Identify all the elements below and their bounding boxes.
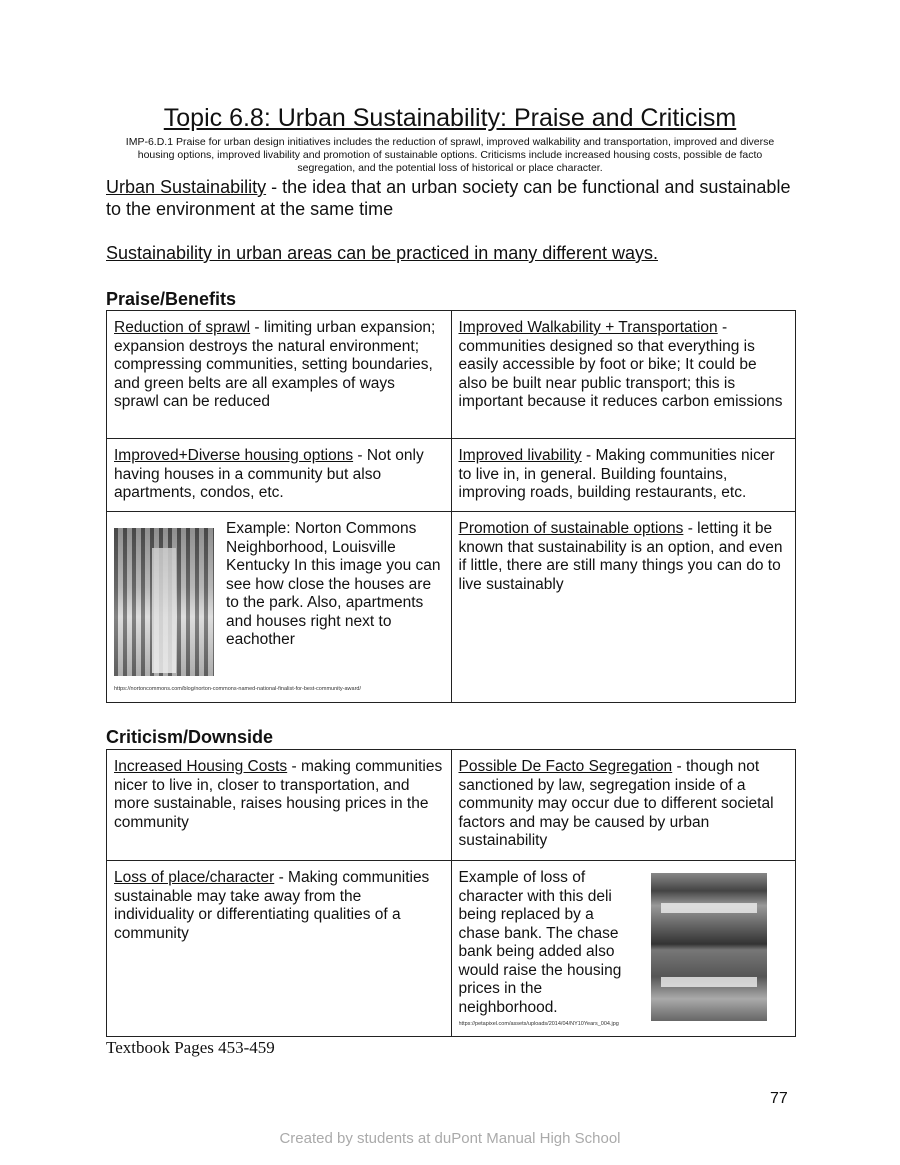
example-caption: Example: Norton Commons Neighborhood, Louisville Kentucky In this image you can see how close the houses are to the park. Also, apartments and houses right next to eachother bbox=[226, 520, 441, 648]
praise-cell-walkability bbox=[451, 311, 796, 439]
cell-text: - Making communities sustainable may take away from the individuality or differentiating qualities of a community bbox=[114, 869, 430, 942]
cell-text: - communities designed so that everything is easily accessible by foot or bike; It could be also be built near public transport; this is important because it reduces carbon emissions bbox=[458, 319, 783, 410]
cell-term: Improved Walkability + Transportation bbox=[458, 319, 718, 336]
table-row bbox=[107, 439, 796, 512]
criticism-cell-segregation bbox=[451, 750, 796, 861]
table-row bbox=[107, 311, 796, 439]
cell-term: Improved livability bbox=[458, 447, 582, 464]
criticism-cell-character bbox=[107, 861, 452, 1037]
cell-text: - limiting urban expansion; expansion destroys the natural environment; compressing communities, setting boundaries, and green belts are all examples of ways sprawl can be reduced bbox=[114, 319, 436, 410]
cell-text: - Not only having houses in a community but also apartments, condos, etc. bbox=[114, 447, 424, 501]
table-row bbox=[107, 861, 796, 1037]
criticism-table bbox=[106, 749, 796, 1037]
deli-to-bank-photo bbox=[651, 873, 767, 1021]
norton-commons-photo bbox=[114, 528, 214, 676]
example-caption: Example of loss of character with this deli being replaced by a chase bank. The chase bank being added also would raise the housing prices in the neighborhood. bbox=[458, 869, 622, 1016]
praise-cell-sprawl bbox=[107, 311, 452, 439]
cell-term: Possible De Facto Segregation bbox=[458, 758, 673, 775]
cell-text: - letting it be known that sustainability is an option, and even if little, there are still many things you can do to live sustainably bbox=[458, 520, 783, 593]
table-row bbox=[107, 512, 796, 703]
cell-text: - though not sanctioned by law, segregation inside of a community may occur due to different societal factors and may be caused by urban sustainability bbox=[458, 758, 774, 849]
table-row bbox=[107, 750, 796, 861]
image-source: https://nortoncommons.com/blog/norton-commons-named-national-finalist-for-best-community-award/ bbox=[114, 686, 361, 692]
cell-term: Reduction of sprawl bbox=[114, 319, 251, 336]
page-number: 77 bbox=[770, 1090, 788, 1107]
cell-text: - Making communities nicer to live in, in general. Building fountains, improving roads, building restaurants, etc. bbox=[458, 447, 775, 501]
cell-term: Improved+Diverse housing options bbox=[114, 447, 354, 464]
definition-term: Urban Sustainability bbox=[106, 177, 267, 197]
criticism-heading: Criticism/Downside bbox=[106, 727, 274, 747]
praise-table bbox=[106, 310, 796, 703]
footer-credit: Created by students at duPont Manual High School bbox=[279, 1130, 621, 1147]
page-title: Topic 6.8: Urban Sustainability: Praise and Criticism bbox=[163, 104, 737, 132]
cell-text: - making communities nicer to live in, closer to transportation, and more sustainable, raises housing prices in the community bbox=[114, 758, 443, 831]
cell-term: Promotion of sustainable options bbox=[458, 520, 684, 537]
definition bbox=[106, 176, 806, 220]
cell-term: Loss of place/character bbox=[114, 869, 275, 886]
praise-heading: Praise/Benefits bbox=[106, 289, 237, 309]
praise-cell-housing bbox=[107, 439, 452, 512]
textbook-reference: Textbook Pages 453-459 bbox=[106, 1038, 275, 1057]
praise-cell-promotion bbox=[451, 512, 796, 703]
praise-cell-example bbox=[107, 512, 452, 703]
standard-description: IMP-6.D.1 Praise for urban design initiatives includes the reduction of sprawl, improved walkability and transportation, improved and diverse housing options, improved livability and promotion of sustainable options. Criticisms include increased housing costs, possible de facto segregation, and the potential loss of historical or place character. bbox=[125, 136, 775, 174]
criticism-cell-example bbox=[451, 861, 796, 1037]
intro-statement: Sustainability in urban areas can be practiced in many different ways. bbox=[106, 243, 658, 263]
cell-term: Increased Housing Costs bbox=[114, 758, 288, 775]
criticism-cell-housing-costs bbox=[107, 750, 452, 861]
definition-text: - the idea that an urban society can be functional and sustainable to the environment at the same time bbox=[106, 177, 791, 219]
image-source: https://petapixel.com/assets/uploads/2014/04/NY10Years_004.jpg bbox=[458, 1021, 619, 1027]
praise-cell-livability bbox=[451, 439, 796, 512]
